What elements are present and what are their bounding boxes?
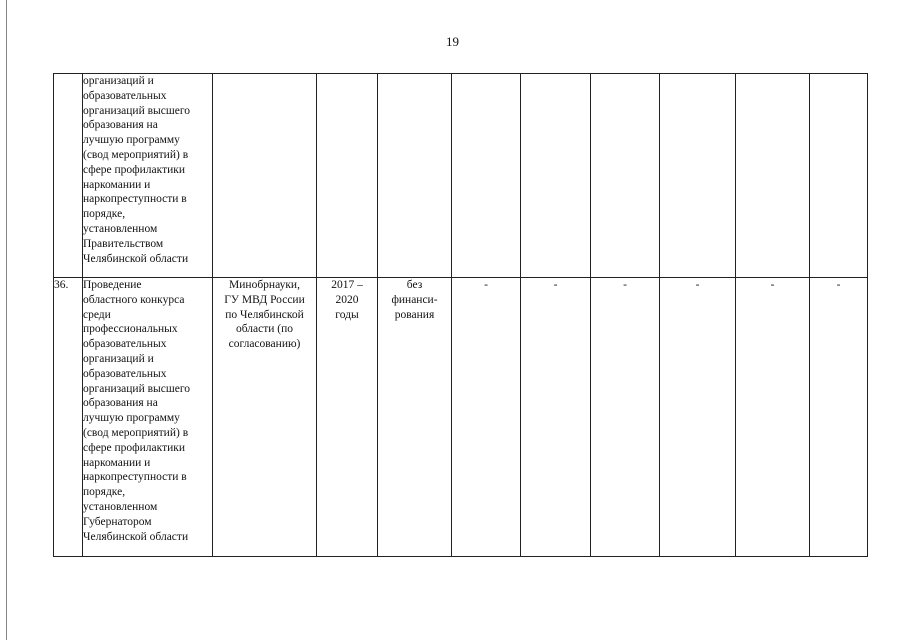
activity-name-line: Губернатором [83, 515, 152, 528]
amount-cell: - [452, 278, 521, 557]
activity-name-line: установленном [83, 500, 158, 513]
amount-cell: - [591, 278, 660, 557]
amount-cell: - [736, 278, 810, 557]
amount-cell: - [810, 278, 868, 557]
executor-cell [213, 74, 317, 278]
executor-line: по Челябинской [225, 308, 304, 321]
amount-cell [660, 74, 736, 278]
row-number-cell: 36. [54, 278, 83, 557]
scan-edge-line [6, 0, 7, 640]
executor-line: согласованию) [228, 338, 301, 351]
period-line: 2020 [335, 293, 359, 306]
activity-name-line: Челябинской области [83, 252, 189, 265]
activity-name-line: наркомании и [83, 456, 151, 469]
table-row [54, 278, 868, 557]
period-cell [317, 278, 378, 557]
activity-name-line: организаций и [83, 352, 154, 365]
activity-name-line: среди [83, 308, 111, 321]
activity-name-line: сфере профилактики [83, 441, 185, 454]
funding-source-line: без [406, 279, 423, 291]
amount-cell [591, 74, 660, 278]
executor-line: Минобрнауки, [229, 279, 300, 291]
activity-name-cell [83, 278, 213, 557]
activity-name-line: организаций высшего [83, 104, 191, 117]
period-line: годы [335, 308, 359, 321]
funding-source-line: финанси- [391, 293, 438, 306]
activity-name-line: областного конкурса [83, 293, 185, 306]
activity-name-line: сфере профилактики [83, 163, 185, 176]
executor-cell [213, 278, 317, 557]
amount-cell: - [521, 278, 591, 557]
activity-name-line: образования на [83, 397, 158, 410]
amount-cell [521, 74, 591, 278]
table-row [54, 74, 868, 278]
activity-name-line: образовательных [83, 367, 167, 380]
activity-name-line: (свод мероприятий) в [83, 148, 189, 161]
activity-name-line: порядке, [83, 208, 126, 221]
activity-name-line: Челябинской области [83, 530, 189, 543]
period-line: 2017 – [331, 279, 363, 291]
activity-name-line: наркопреступности в [83, 471, 187, 484]
funding-source-cell [378, 278, 452, 557]
row-number-cell [54, 74, 83, 278]
activity-name-line: установленном [83, 222, 158, 235]
activity-name-line: порядке, [83, 486, 126, 499]
activity-name-cell [83, 74, 213, 278]
activity-name-line: организаций и [83, 75, 154, 87]
activity-name-line: образовательных [83, 89, 167, 102]
amount-cell [452, 74, 521, 278]
activity-name-line: лучшую программу [83, 134, 180, 147]
activity-name-line: организаций высшего [83, 382, 191, 395]
amount-cell: - [660, 278, 736, 557]
activity-name-line: образовательных [83, 338, 167, 351]
period-cell [317, 74, 378, 278]
activity-name-line: образования на [83, 119, 158, 132]
activity-name-line: (свод мероприятий) в [83, 426, 189, 439]
amount-cell [810, 74, 868, 278]
program-table [53, 73, 868, 557]
activity-name-line: лучшую программу [83, 412, 180, 425]
activity-name-line: наркопреступности в [83, 193, 187, 206]
executor-line: ГУ МВД России [224, 293, 305, 306]
page-number: 19 [446, 34, 459, 49]
amount-cell [736, 74, 810, 278]
executor-line: области (по [235, 323, 294, 336]
funding-source-line: рования [394, 308, 435, 321]
activity-name-line: наркомании и [83, 178, 151, 191]
activity-name-line: профессиональных [83, 323, 178, 336]
activity-name-line: Правительством [83, 237, 164, 250]
funding-source-cell [378, 74, 452, 278]
activity-name-line: Проведение [83, 279, 142, 291]
